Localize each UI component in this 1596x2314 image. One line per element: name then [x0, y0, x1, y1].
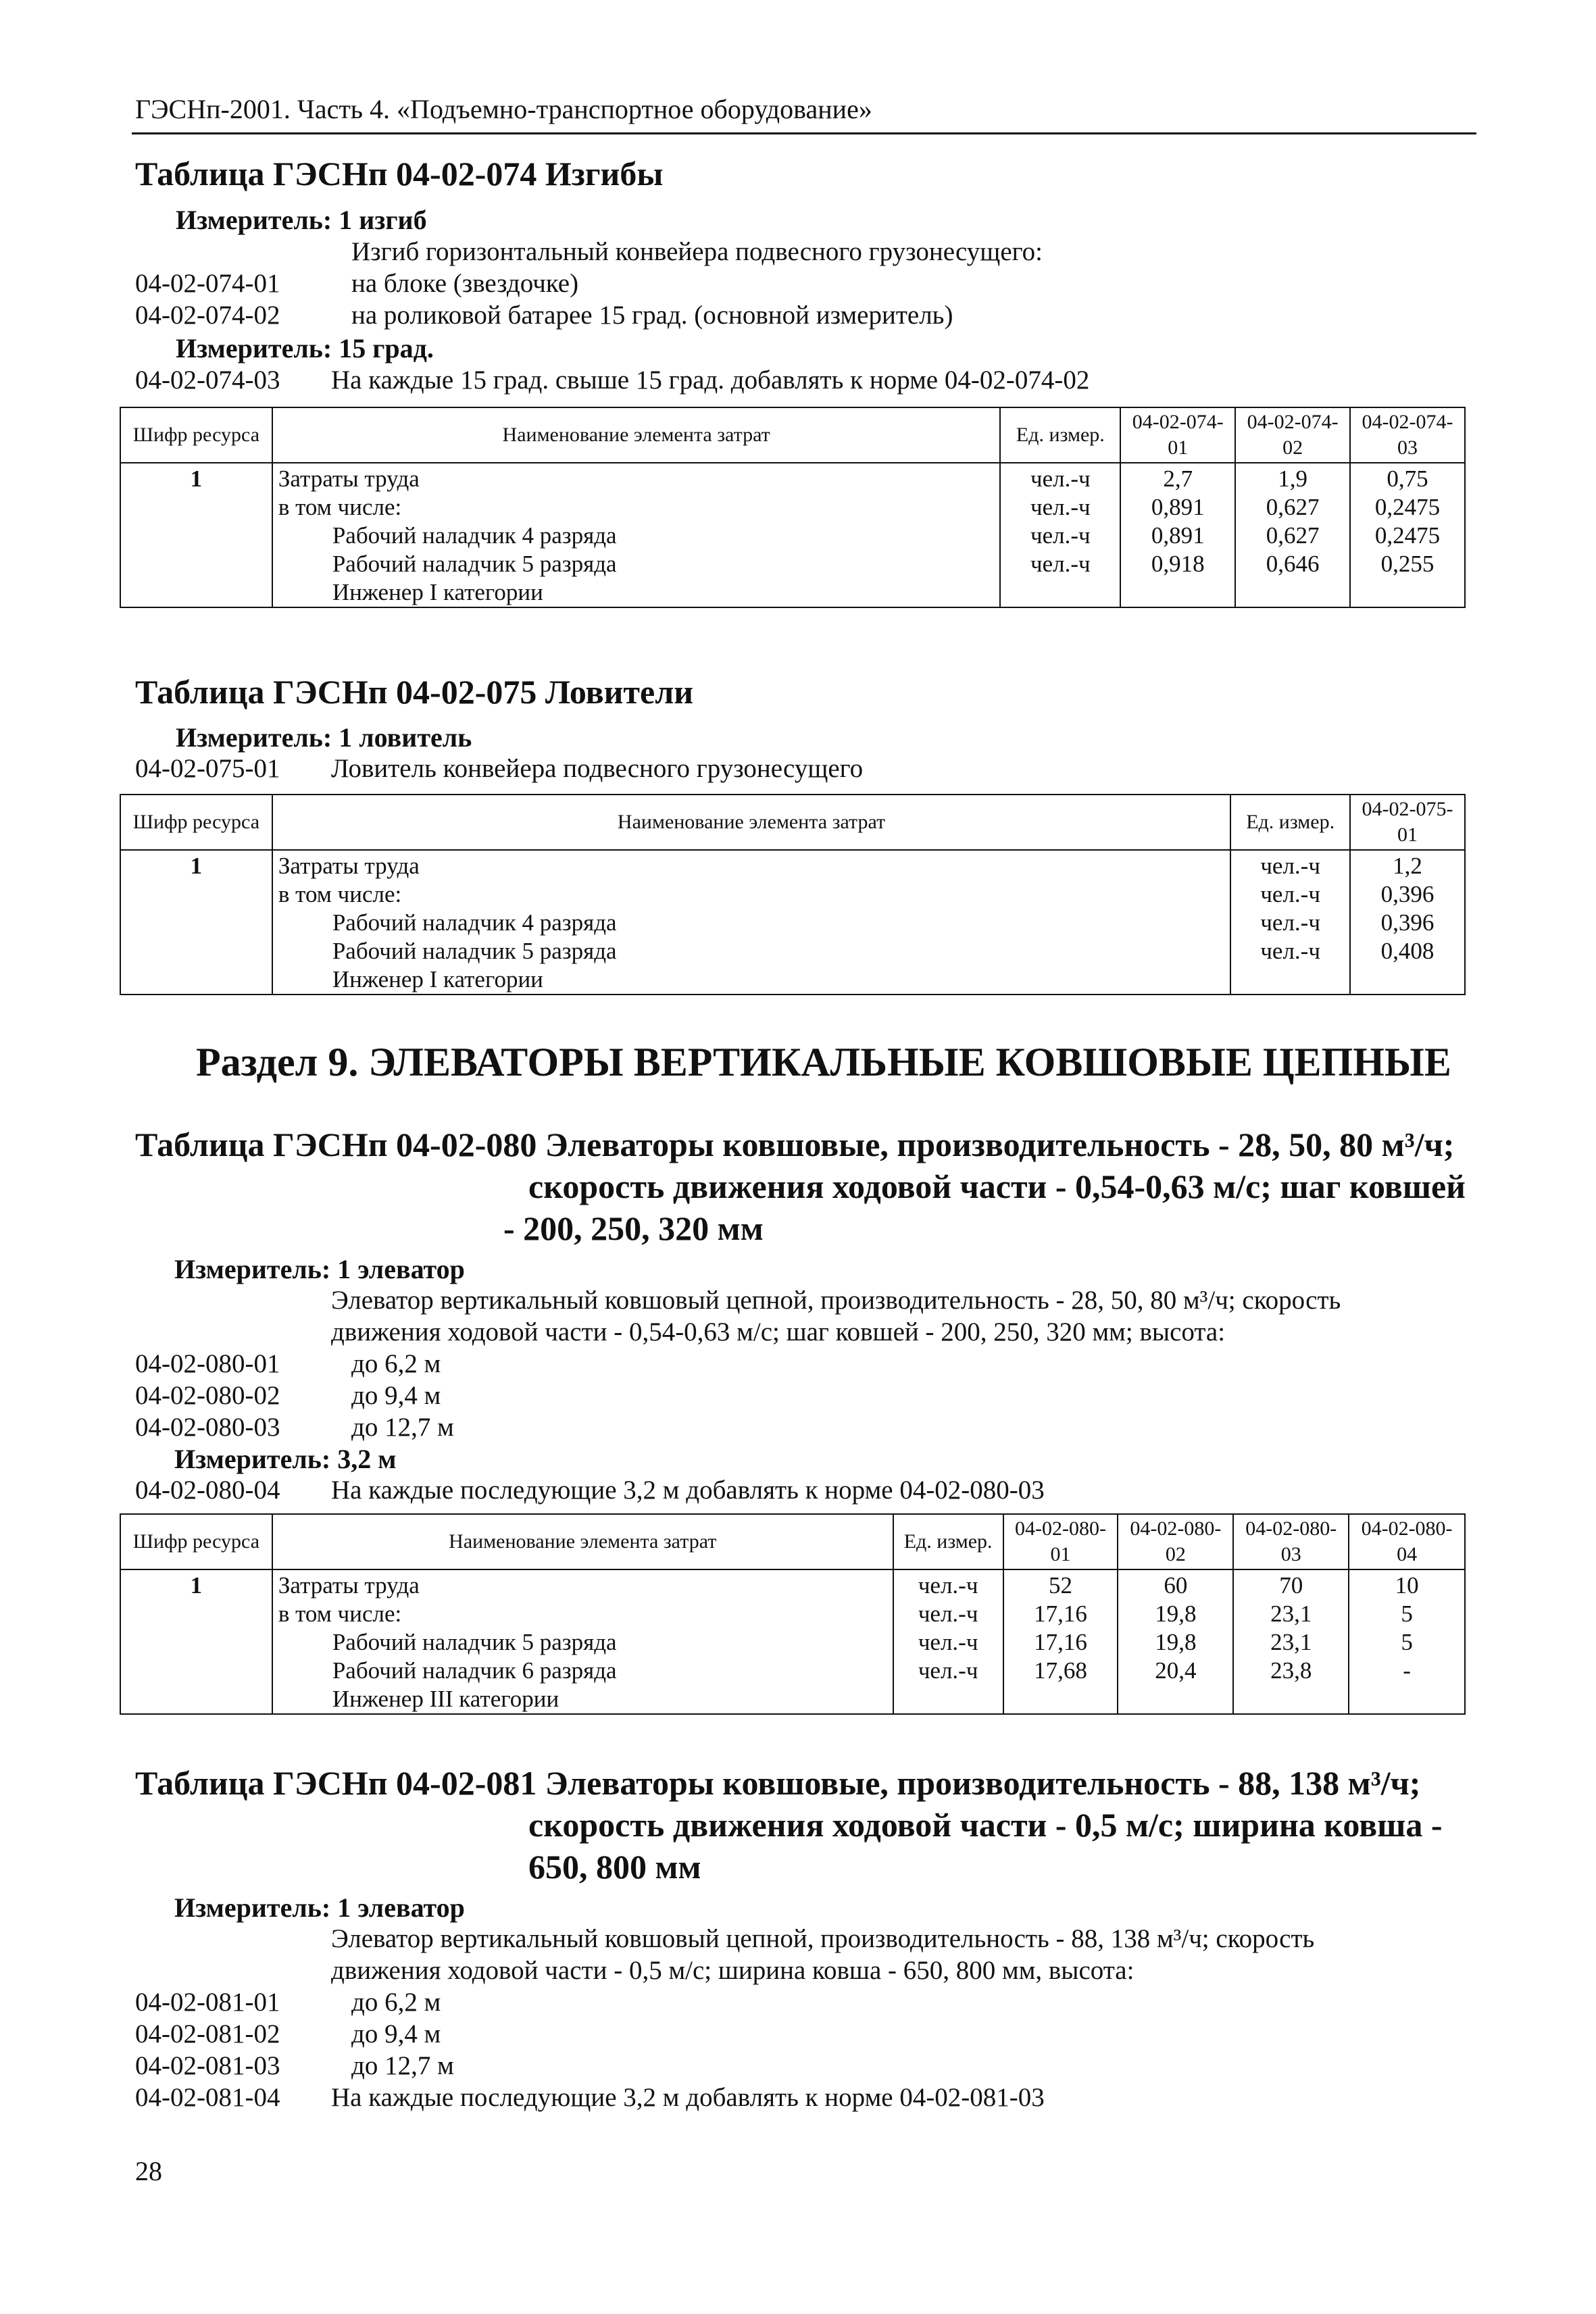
- cost-name: Инженер I категории: [332, 966, 543, 992]
- table-row: [120, 850, 1465, 995]
- norm-text: до 12,7 м: [351, 2051, 454, 2080]
- table-081-title-line-2: скорость движения ходовой части - 0,5 м/с; ширина ковша -: [528, 1806, 1443, 1844]
- norm-text: до 9,4 м: [351, 1381, 441, 1410]
- header-rule: [132, 132, 1476, 134]
- norm-text: Ловитель конвейера подвесного грузонесущего: [331, 754, 864, 783]
- header-cell: Наименование элемента затрат: [272, 795, 1230, 850]
- table-074-measure-2: Измеритель: 15 град.: [176, 333, 434, 363]
- value: 0,918: [1151, 551, 1205, 577]
- header-cell: Ед. измер.: [1230, 795, 1350, 850]
- unit: чел.-ч: [918, 1657, 978, 1684]
- norm-text: На каждые последующие 3,2 м добавлять к норме 04-02-081-03: [331, 2083, 1045, 2112]
- table-074-description: Изгиб горизонтальный конвейера подвесного грузонесущего:: [351, 237, 1043, 266]
- cost-names: [272, 463, 1001, 607]
- header-cell: Шифр ресурса: [120, 407, 272, 463]
- section-heading: Раздел 9. ЭЛЕВАТОРЫ ВЕРТИКАЛЬНЫЕ КОВШОВЫЕ ЦЕПНЫЕ: [196, 1040, 1451, 1084]
- norm-code: 04-02-080-03: [135, 1413, 280, 1442]
- header-cell: 04-02-074-03: [1350, 407, 1465, 463]
- unit: чел.-ч: [1030, 466, 1091, 492]
- cost-name: Инженер III категории: [332, 1686, 559, 1712]
- norm-text: на блоке (звездочке): [351, 269, 579, 298]
- header-cell: 04-02-080-03: [1233, 1514, 1349, 1569]
- norm-text: до 6,2 м: [351, 1988, 441, 2017]
- norm-text: На каждые последующие 3,2 м добавлять к норме 04-02-080-03: [331, 1476, 1045, 1505]
- cost-names: [272, 1569, 893, 1714]
- header-cell: 04-02-080-04: [1349, 1514, 1465, 1569]
- norm-code: 04-02-081-03: [135, 2051, 280, 2080]
- value: 2,7: [1163, 466, 1193, 492]
- table-081-title-line-3: 650, 800 мм: [528, 1848, 701, 1886]
- table-080-description-1: Элеватор вертикальный ковшовый цепной, производительность - 28, 50, 80 м³/ч; скорость: [331, 1286, 1341, 1315]
- value: 0,2475: [1374, 494, 1441, 520]
- value: 0,2475: [1374, 522, 1441, 549]
- norm-text: до 9,4 м: [351, 2019, 441, 2048]
- value: 1,2: [1393, 853, 1422, 879]
- units: [1230, 850, 1350, 995]
- table-row: [120, 463, 1465, 607]
- header-cell: 04-02-080-02: [1118, 1514, 1233, 1569]
- table-080-description-2: движения ходовой части - 0,54-0,63 м/с; шаг ковшей - 200, 250, 320 мм; высота:: [331, 1317, 1226, 1347]
- header-cell: Наименование элемента затрат: [272, 407, 1001, 463]
- cost-names: [272, 850, 1230, 995]
- value: 0,408: [1380, 938, 1435, 964]
- value: 17,68: [1034, 1657, 1087, 1684]
- table-075-measure: Измеритель: 1 ловитель: [176, 722, 472, 753]
- cost-name: Затраты труда: [278, 466, 420, 492]
- resource-code: 1: [120, 850, 272, 995]
- norm-code: 04-02-074-02: [135, 301, 280, 330]
- norm-code: 04-02-074-03: [135, 366, 280, 395]
- value: 1,9: [1278, 466, 1307, 492]
- cost-name: Инженер I категории: [332, 579, 543, 605]
- cost-name: Рабочий наладчик 5 разряда: [332, 1629, 617, 1655]
- table-075-title: Таблица ГЭСНп 04-02-075 Ловители: [135, 673, 694, 711]
- values-col-3: [1233, 1569, 1349, 1714]
- cost-name: Затраты труда: [278, 1572, 420, 1599]
- unit: чел.-ч: [1260, 909, 1320, 936]
- header-cell: 04-02-080-01: [1003, 1514, 1118, 1569]
- header-cell: Шифр ресурса: [120, 1514, 272, 1569]
- value: 23,1: [1270, 1601, 1312, 1627]
- value: 70: [1279, 1572, 1303, 1599]
- table-081-description-2: движения ходовой части - 0,5 м/с; ширина ковша - 650, 800 мм, высота:: [331, 1956, 1134, 1985]
- cost-table-074: [120, 407, 1466, 608]
- cost-name: Рабочий наладчик 4 разряда: [332, 522, 617, 549]
- table-080-title-line-3: - 200, 250, 320 мм: [503, 1209, 764, 1247]
- value: 19,8: [1155, 1601, 1197, 1627]
- values-col-3: [1350, 463, 1465, 607]
- value: 0,75: [1387, 466, 1428, 492]
- table-074-title: Таблица ГЭСНп 04-02-074 Изгибы: [135, 155, 664, 193]
- cost-name: в том числе:: [278, 881, 402, 907]
- norm-text: На каждые 15 град. свыше 15 град. добавлять к норме 04-02-074-02: [331, 366, 1090, 395]
- cost-name: Рабочий наладчик 5 разряда: [332, 551, 617, 577]
- value: 52: [1049, 1572, 1073, 1599]
- norm-text: на роликовой батарее 15 град. (основной измеритель): [351, 301, 953, 330]
- table-081-description-1: Элеватор вертикальный ковшовый цепной, производительность - 88, 138 м³/ч; скорость: [331, 1924, 1315, 1953]
- cost-name: Рабочий наладчик 4 разряда: [332, 909, 617, 936]
- units: [1000, 463, 1120, 607]
- unit: чел.-ч: [918, 1629, 978, 1655]
- cost-table-080: [120, 1513, 1466, 1715]
- value: 0,627: [1266, 522, 1320, 549]
- value: 20,4: [1155, 1657, 1197, 1684]
- value: 10: [1395, 1572, 1419, 1599]
- norm-text: до 6,2 м: [351, 1349, 441, 1378]
- norm-code: 04-02-081-04: [135, 2083, 280, 2112]
- table-row: [120, 1569, 1465, 1714]
- header-cell: Наименование элемента затрат: [272, 1514, 893, 1569]
- norm-code: 04-02-080-04: [135, 1476, 280, 1505]
- header-cell: Ед. измер.: [893, 1514, 1003, 1569]
- values-col-4: [1349, 1569, 1465, 1714]
- norm-code: 04-02-080-02: [135, 1381, 280, 1410]
- value: 0,891: [1151, 494, 1205, 520]
- value: 0,396: [1380, 909, 1435, 936]
- header-cell: 04-02-074-01: [1120, 407, 1235, 463]
- value: 5: [1401, 1629, 1413, 1655]
- table-080-measure-2: Измеритель: 3,2 м: [174, 1444, 397, 1474]
- value: 5: [1401, 1601, 1413, 1627]
- value: 23,8: [1270, 1657, 1312, 1684]
- norm-code: 04-02-075-01: [135, 754, 280, 783]
- cost-name: в том числе:: [278, 1601, 402, 1627]
- header-cell: 04-02-074-02: [1235, 407, 1350, 463]
- cost-name: Затраты труда: [278, 853, 420, 879]
- values-col-2: [1235, 463, 1350, 607]
- value: 0,396: [1380, 881, 1435, 907]
- table-081-title: Таблица ГЭСНп 04-02-081 Элеваторы ковшовые, производительность - 88, 138 м³/ч;: [135, 1764, 1421, 1802]
- cost-name: Рабочий наладчик 6 разряда: [332, 1657, 617, 1684]
- values-col-1: [1350, 850, 1465, 995]
- norm-code: 04-02-081-02: [135, 2019, 280, 2048]
- table-080-measure-1: Измеритель: 1 элеватор: [174, 1254, 465, 1284]
- norm-text: до 12,7 м: [351, 1413, 454, 1442]
- norm-code: 04-02-081-01: [135, 1988, 280, 2017]
- unit: чел.-ч: [1260, 853, 1320, 879]
- value: 60: [1164, 1572, 1188, 1599]
- values-col-1: [1120, 463, 1235, 607]
- value: -: [1403, 1657, 1411, 1684]
- unit: чел.-ч: [1030, 522, 1091, 549]
- table-080-title-line-2: скорость движения ходовой части - 0,54-0,63 м/с; шаг ковшей: [528, 1167, 1466, 1205]
- value: 17,16: [1034, 1601, 1087, 1627]
- value: 0,646: [1266, 551, 1320, 577]
- resource-code: 1: [120, 1569, 272, 1714]
- unit: чел.-ч: [918, 1572, 978, 1599]
- norm-code: 04-02-080-01: [135, 1349, 280, 1378]
- values-col-1: [1003, 1569, 1118, 1714]
- page-number: 28: [135, 2156, 162, 2186]
- table-081-measure: Измеритель: 1 элеватор: [174, 1892, 465, 1923]
- unit: чел.-ч: [1260, 938, 1320, 964]
- unit: чел.-ч: [1260, 881, 1320, 907]
- values-col-2: [1118, 1569, 1233, 1714]
- value: 0,627: [1266, 494, 1320, 520]
- header-cell: Шифр ресурса: [120, 795, 272, 850]
- value: 17,16: [1034, 1629, 1087, 1655]
- cost-name: Рабочий наладчик 5 разряда: [332, 938, 617, 964]
- cost-name: в том числе:: [278, 494, 402, 520]
- value: 0,255: [1380, 551, 1435, 577]
- header-cell: Ед. измер.: [1000, 407, 1120, 463]
- header-cell: 04-02-075-01: [1350, 795, 1465, 850]
- units: [893, 1569, 1003, 1714]
- resource-code: 1: [120, 463, 272, 607]
- running-header: ГЭСНп-2001. Часть 4. «Подъемно-транспортное оборудование»: [135, 94, 872, 124]
- value: 23,1: [1270, 1629, 1312, 1655]
- value: 0,891: [1151, 522, 1205, 549]
- cost-table-075: [120, 794, 1466, 995]
- unit: чел.-ч: [918, 1601, 978, 1627]
- table-074-measure-1: Измеритель: 1 изгиб: [176, 205, 427, 235]
- norm-code: 04-02-074-01: [135, 269, 280, 298]
- unit: чел.-ч: [1030, 494, 1091, 520]
- value: 19,8: [1155, 1629, 1197, 1655]
- unit: чел.-ч: [1030, 551, 1091, 577]
- table-080-title: Таблица ГЭСНп 04-02-080 Элеваторы ковшовые, производительность - 28, 50, 80 м³/ч;: [135, 1126, 1455, 1163]
